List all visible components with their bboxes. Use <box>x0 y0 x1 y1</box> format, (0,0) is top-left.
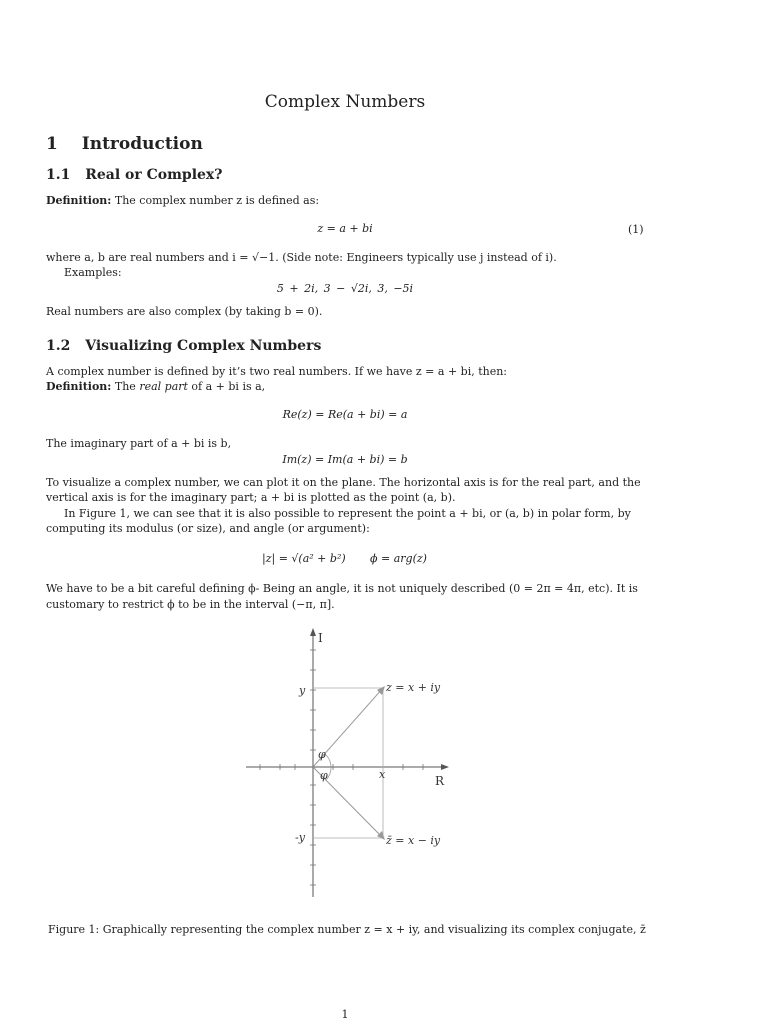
real-axis-arrow <box>441 764 449 770</box>
definition-text: The complex number z is defined as: <box>114 194 320 207</box>
definition-label: Definition: <box>46 380 112 393</box>
paragraph-visualize-line-1: To visualize a complex number, we can plot it on the plane. The horizontal axis is for the real part, and the <box>46 476 641 489</box>
definition-label: Definition: <box>46 194 112 207</box>
paragraph-imag: The imaginary part of a + bi is b, <box>46 437 232 450</box>
paragraph-visualize-line-2: vertical axis is for the imaginary part; a + bi is plotted as the point (a, b). <box>46 491 456 504</box>
phi-lower-label: φ <box>320 769 328 782</box>
definition-text-post: of a + bi is a, <box>187 380 266 393</box>
neg-y-label: -y <box>295 831 305 844</box>
subsection-number: 1.2 <box>46 338 71 354</box>
page-title: Complex Numbers <box>264 92 426 112</box>
page-number: 1 <box>341 1008 349 1021</box>
section-heading <box>46 134 203 154</box>
equation-modulus: |z| = √(a² + b²) <box>262 552 346 565</box>
paragraph-careful-line-1: We have to be a bit careful defining ϕ- Being an angle, it is not uniquely described (0 = 2π = 4π, etc). It is <box>46 582 638 595</box>
equation-1: z = a + bi <box>317 222 373 235</box>
subsection-number: 1.1 <box>46 167 71 183</box>
angle-arc-upper <box>325 754 331 767</box>
imaginary-axis-label: I <box>318 631 323 645</box>
real-part-term: real part <box>139 380 188 393</box>
definition-1 <box>46 193 319 208</box>
real-axis-label: R <box>435 774 445 788</box>
paragraph-where: where a, b are real numbers and i = √−1. (Side note: Engineers typically use j instead of i). <box>46 251 557 264</box>
examples-list: 5 + 2i, 3 − √2i, 3, −5i <box>276 282 414 295</box>
definition-2 <box>46 379 265 394</box>
y-label: y <box>299 684 306 697</box>
equation-imag-part: Im(z) = Im(a + bi) = b <box>282 453 408 466</box>
paragraph-figure-line-2: computing its modulus (or size), and angle (or argument): <box>46 522 370 535</box>
subsection-title: Visualizing Complex Numbers <box>85 338 322 354</box>
figure-caption: Figure 1: Graphically representing the complex number z = x + iy, and visualizing its complex conjugate, z̄ <box>48 923 646 936</box>
subsection-heading-1-1 <box>46 167 223 183</box>
paragraph-defined: A complex number is defined by it’s two real numbers. If we have z = a + bi, then: <box>46 365 508 378</box>
equation-real-part: Re(z) = Re(a + bi) = a <box>282 408 408 421</box>
section-title: Introduction <box>81 134 203 154</box>
paragraph-figure-line-1: In Figure 1, we can see that it is also possible to represent the point a + bi, or (a, b) in polar form, by <box>64 507 631 520</box>
z-point-label: z = x + iy <box>386 681 441 694</box>
equation-argument: ϕ = arg(z) <box>370 552 427 565</box>
complex-plane-figure <box>240 625 460 905</box>
examples-label: Examples: <box>64 266 122 279</box>
x-label: x <box>379 768 386 781</box>
equation-1-tag: (1) <box>628 223 644 236</box>
paragraph-careful-line-2: customary to restrict ϕ to be in the interval (−π, π]. <box>46 598 335 611</box>
imaginary-axis-arrow <box>310 628 316 636</box>
phi-upper-label: φ <box>318 748 326 761</box>
definition-text-pre: The <box>114 380 140 393</box>
subsection-heading-1-2 <box>46 338 321 354</box>
section-number: 1 <box>46 134 58 154</box>
subsection-title: Real or Complex? <box>85 167 223 183</box>
zbar-vector-arrow <box>377 831 385 840</box>
paragraph-real: Real numbers are also complex (by taking b = 0). <box>46 305 323 318</box>
zbar-point-label: z̄ = x − iy <box>386 834 441 847</box>
